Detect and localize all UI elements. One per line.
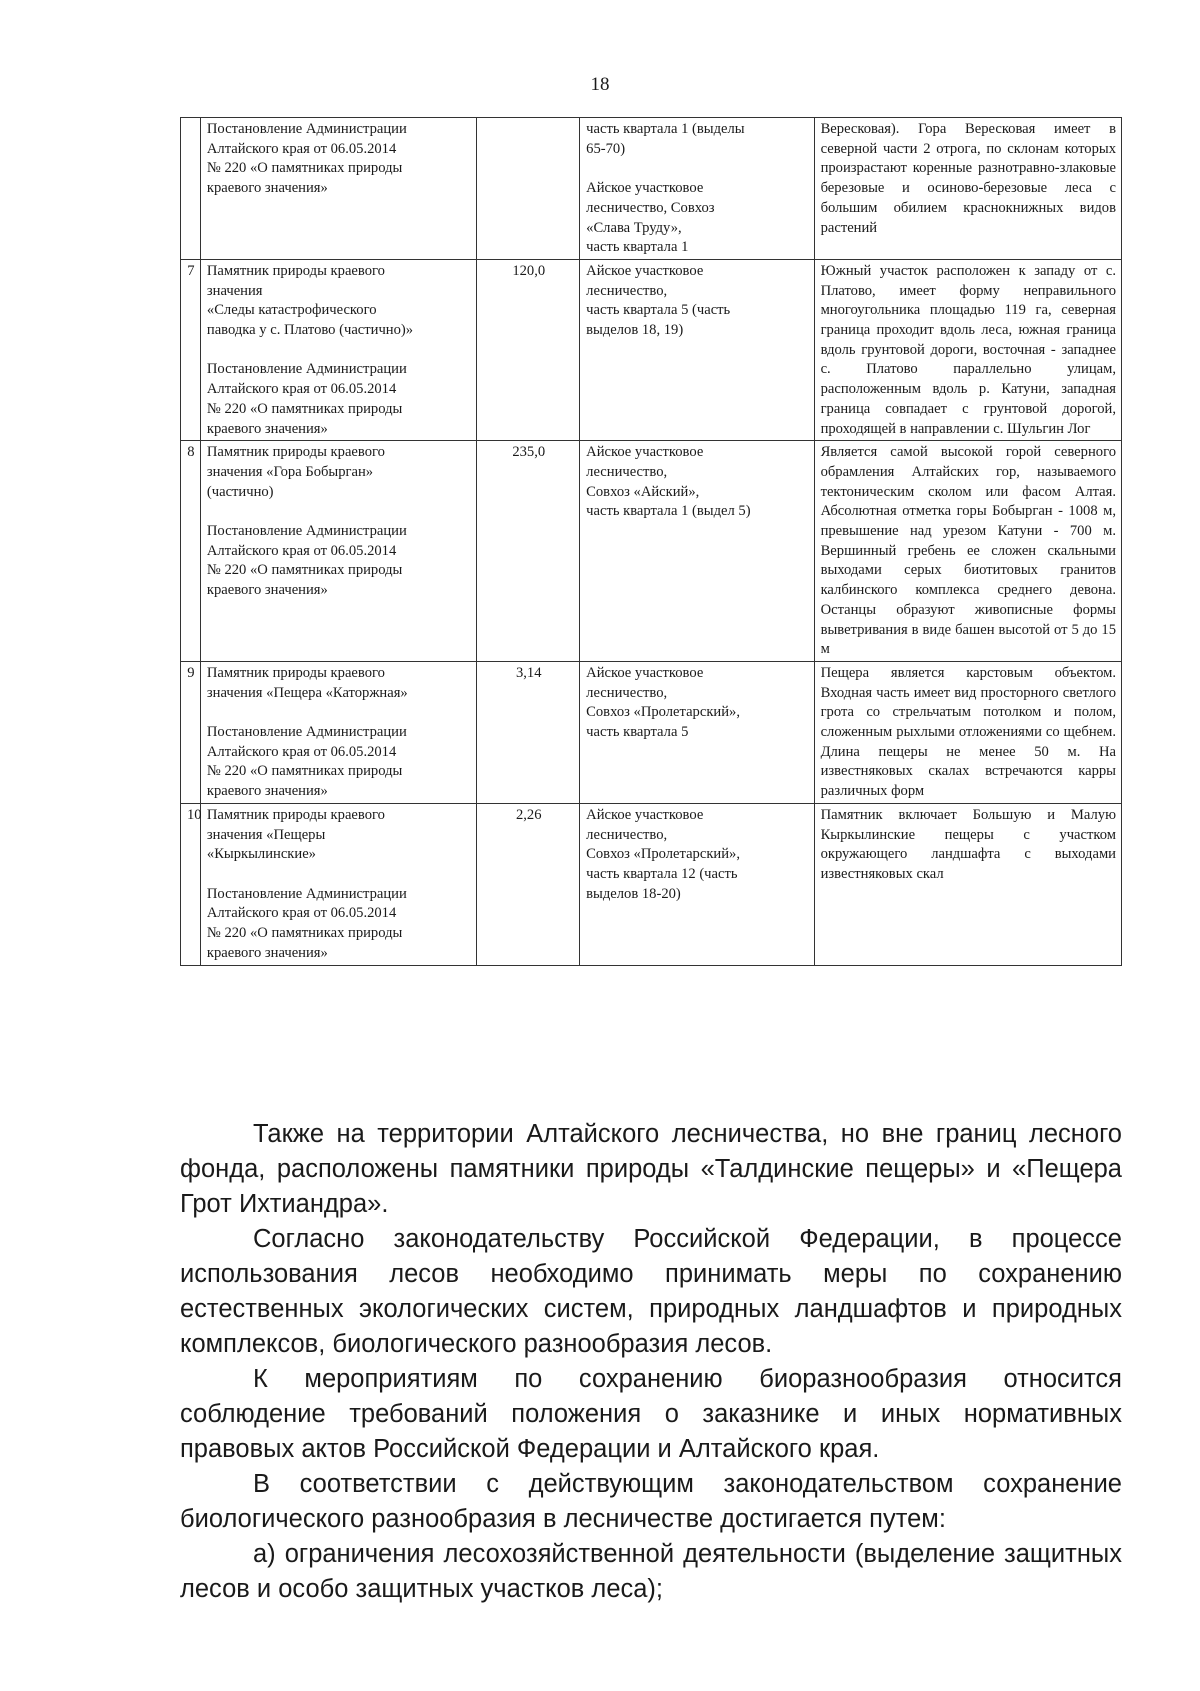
cell-line: Алтайского края от 06.05.2014 [206,743,397,760]
row-number: 7 [181,259,201,440]
cell-line: № 220 «О памятниках природы [206,925,403,942]
cell-line: Айское участковое [586,664,704,681]
cell-line: «Следы катастрофического [206,302,377,319]
row-number: 8 [181,441,201,662]
cell-line: часть квартала 1 (выдел 5) [586,503,751,520]
table-row [181,661,1122,803]
location [580,661,814,803]
cell-line: Айское участковое [586,262,704,279]
paragraph: Также на территории Алтайского лесничества, но вне границ лесного фонда, расположены памятники природы «Талдинские пещеры» и «Пещера Грот Ихтиандра». [180,1120,1122,1218]
area-value: 235,0 [477,441,580,662]
cell-line: краевого значения» [206,420,328,437]
cell-line: № 220 «О памятниках природы [206,562,403,579]
table-row [181,803,1122,965]
table-row [181,441,1122,662]
paragraph: а) ограничения лесохозяйственной деятельности (выделение защитных лесов и особо защитных участков леса); [180,1540,1122,1603]
cell-line: Постановление Администрации [206,121,407,137]
location [580,259,814,440]
row-number: 10 [181,803,201,965]
cell-line: краевого значения» [206,783,328,800]
cell-line: № 220 «О памятниках природы [206,400,403,417]
cell-line: Алтайского края от 06.05.2014 [206,905,397,922]
spacer [207,341,471,361]
location [580,441,814,662]
cell-line: часть квартала 1 (выделы [586,121,745,137]
cell-line: часть квартала 1 [586,239,689,256]
description: Вересковая). Гора Вересковая имеет в северной части 2 отрога, по склонам которых произрастают коренные разнотравно-злаковые березовые и осиново-березовые леса с большим обилием краснокнижных видов растений [814,118,1121,260]
body-text [180,1117,1122,1607]
cell-line: Постановление Администрации [206,361,407,378]
area-value: 3,14 [477,661,580,803]
description: Является самой высокой горой северного обрамления Алтайских гор, называемого тектоническим сколом или фасом Алтая. Абсолютная отметка горы Бобырган - 1008 м, превышение над урезом Катуни - 700 м. Вершинный гребень ее сложен скальными выходами серых биотитовых гранитов калбинского комплекса среднего девона. Останцы образуют живописные формы выветривания в виде башен высотой от 5 до 15 м [814,441,1121,662]
cell-line: № 220 «О памятниках природы [206,160,403,177]
cell-line: «Слава Труду», [586,219,682,236]
cell-line: краевого значения» [206,582,328,599]
location [580,803,814,965]
monument-name [200,259,476,440]
cell-line: часть квартала 12 (часть [586,866,738,882]
cell-line: № 220 «О памятниках природы [206,763,403,780]
cell-line: (частично) [206,483,274,500]
cell-line: 65-70) [586,140,626,157]
description: Южный участок расположен к западу от с. Платово, имеет форму неправильного многоугольника площадью 119 га, северная граница проходит вдоль леса, южная граница вдоль грунтовой дороги, восточная - западнее с. Платово параллельно улицам, расположенным вдоль р. Катуни, западная граница совпадает с грунтовой дорогой, проходящей в направлении с. Шульгин Лог [814,259,1121,440]
description: Памятник включает Большую и Малую Кыркылинские пещеры с участком окружающего ландшафта с выходами известняковых скал [814,803,1121,965]
spacer [207,865,471,885]
cell-line: Алтайского края от 06.05.2014 [206,381,397,398]
cell-line: Памятник природы краевого [206,664,385,681]
monument-name [200,661,476,803]
cell-line: выделов 18, 19) [586,322,684,339]
area-value: 120,0 [477,259,580,440]
cell-line: Алтайского края от 06.05.2014 [206,542,397,559]
cell-line: лесничество, [586,282,668,299]
cell-line: часть квартала 5 [586,724,689,741]
cell-line: Айское участковое [586,806,704,823]
cell-line: часть квартала 5 (часть [586,302,731,319]
paragraph: К мероприятиям по сохранению биоразнообразия относится соблюдение требований положения о заказнике и иных нормативных правовых актов Российской Федерации и Алтайского края. [180,1365,1122,1463]
cell-line: «Кыркылинские» [206,846,316,863]
cell-line: лесничество, [586,826,668,843]
paragraph: В соответствии с действующим законодательством сохранение биологического разнообразия в лесничестве достигается путем: [180,1470,1122,1533]
row-number [181,118,201,260]
cell-line: выделов 18-20) [586,885,681,902]
monument-name [200,118,476,260]
spacer [207,502,471,522]
table-row [181,118,1122,260]
area-value [477,118,580,260]
cell-line: Памятник природы краевого [206,262,385,279]
cell-line: краевого значения» [206,180,328,197]
natural-monuments-table [180,117,1122,966]
table-row [181,259,1122,440]
cell-line: значения «Гора Бобырган» [206,463,374,480]
cell-line: Постановление Администрации [206,523,407,540]
cell-line: лесничество, [586,463,668,480]
cell-line: значения [206,282,263,299]
cell-line: Совхоз «Пролетарский», [586,704,740,721]
row-number: 9 [181,661,201,803]
cell-line: Совхоз «Пролетарский», [586,846,740,863]
cell-line: Айское участковое [586,444,704,461]
cell-line: Постановление Администрации [206,724,407,741]
cell-line: краевого значения» [206,944,328,961]
cell-line: Совхоз «Айский», [586,483,700,500]
cell-line: лесничество, Совхоз [586,199,715,216]
monument-name [200,803,476,965]
area-value: 2,26 [477,803,580,965]
description: Пещера является карстовым объектом. Входная часть имеет вид просторного светлого грота со стрельчатым потолком и полом, сложенным рыхлыми отложениями со щебнем. Длина пещеры не менее 50 м. На известняковых скалах встречаются карры различных форм [814,661,1121,803]
cell-line: Памятник природы краевого [206,444,385,461]
cell-line [586,159,808,179]
cell-line: Алтайского края от 06.05.2014 [206,140,397,157]
page-number: 18 [590,74,610,95]
spacer [207,703,471,723]
cell-line: значения «Пещеры [206,826,326,843]
cell-line: Айское участковое [586,180,704,197]
location [580,118,814,260]
monument-name [200,441,476,662]
cell-line: лесничество, [586,684,668,701]
table-body [181,118,1122,966]
cell-line: значения «Пещера «Каторжная» [206,684,408,701]
paragraph: Согласно законодательству Российской Федерации, в процессе использования лесов необходимо принимать меры по сохранению естественных экологических систем, природных ландшафтов и природных комплексов, биологического разнообразия лесов. [180,1225,1122,1358]
cell-line: Памятник природы краевого [206,806,385,823]
cell-line: Постановление Администрации [206,885,407,902]
cell-line: паводка у с. Платово (частично)» [206,322,414,339]
